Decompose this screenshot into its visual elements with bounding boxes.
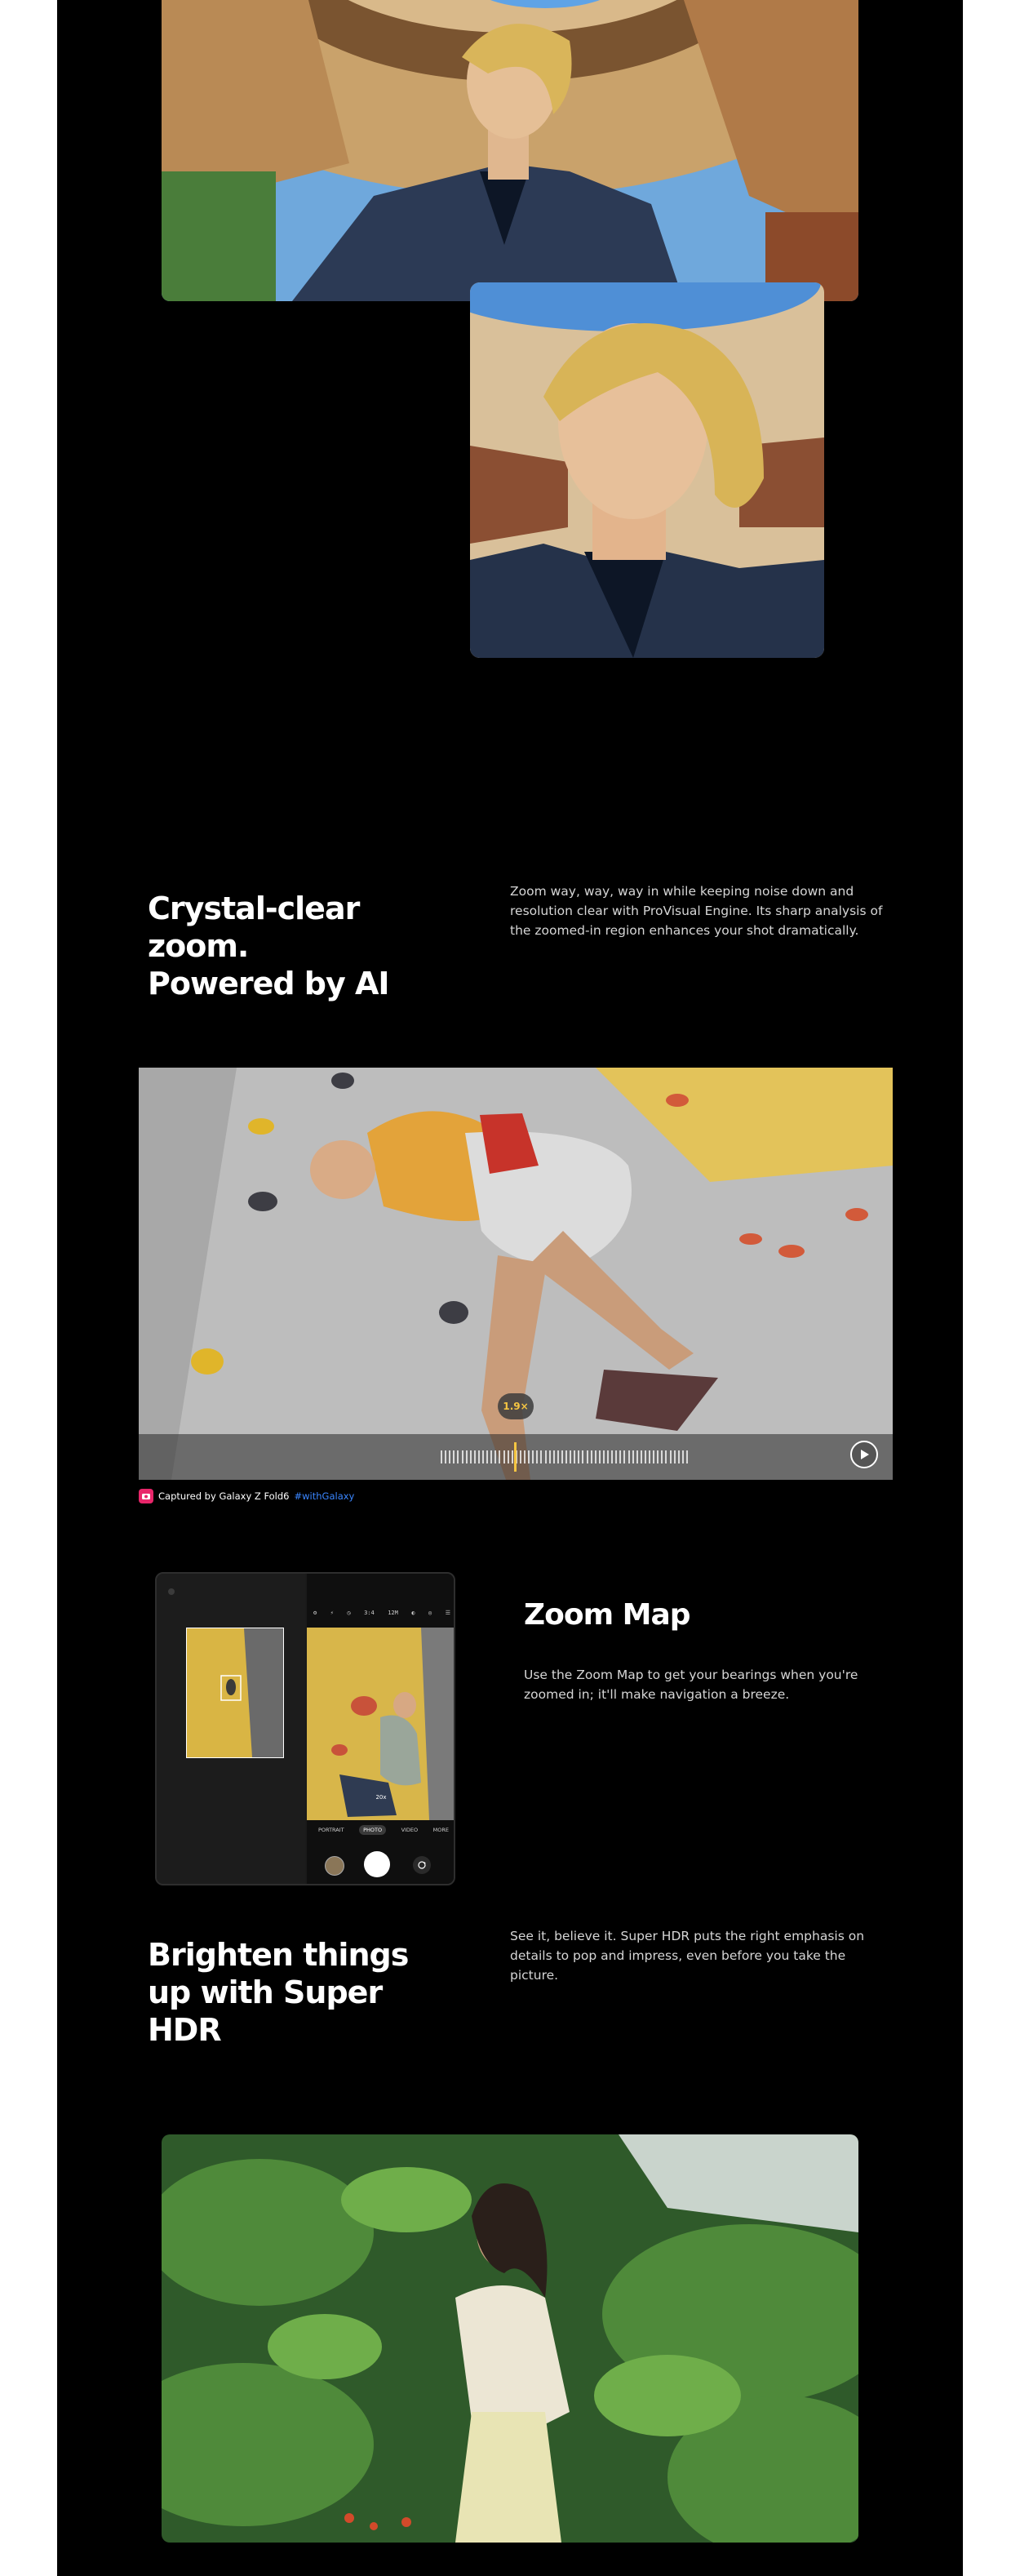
zoom-inset-photo: [470, 282, 824, 658]
zoom-tick: [545, 1450, 547, 1463]
flash-icon[interactable]: ⚡: [330, 1610, 334, 1616]
zoom-tick: [661, 1450, 663, 1463]
filter-icon[interactable]: ◎: [428, 1610, 432, 1616]
menu-icon[interactable]: ☰: [445, 1610, 450, 1616]
zoom-tick: [636, 1450, 638, 1463]
switch-camera-icon: [417, 1860, 427, 1870]
zoom-tick: [512, 1450, 513, 1463]
aspect-ratio-toggle[interactable]: 3:4: [364, 1610, 375, 1616]
zoom-tick: [570, 1450, 571, 1463]
super-hdr-photo: [162, 2134, 858, 2543]
resolution-toggle[interactable]: 12M: [388, 1610, 398, 1616]
zoom-tick: [457, 1450, 459, 1463]
zoom-tick: [462, 1450, 463, 1463]
zoom-tick: [603, 1450, 605, 1463]
zoom-tick: [536, 1450, 538, 1463]
zoom-tick: [632, 1450, 634, 1463]
zoom-tick: [578, 1450, 579, 1463]
caption-text: Captured by Galaxy Z Fold6: [158, 1490, 290, 1502]
super-hdr-heading: Brighten things up with Super HDR: [148, 1937, 409, 2048]
zoom-tick: [565, 1450, 567, 1463]
gallery-thumbnail[interactable]: [325, 1856, 344, 1876]
zoom-tick: [686, 1450, 688, 1463]
zoom-tick: [499, 1450, 500, 1463]
zoom-level-chip: 1.9×: [498, 1393, 534, 1419]
zoom-tick: [641, 1450, 642, 1463]
zoom-tick: [611, 1450, 613, 1463]
zoom-tick: [670, 1450, 672, 1463]
zoom-slider-marker[interactable]: [514, 1442, 517, 1472]
zoom-tick: [470, 1450, 472, 1463]
zoom-tick: [445, 1450, 446, 1463]
switch-camera-button[interactable]: [413, 1856, 431, 1874]
zoom-tick: [574, 1450, 575, 1463]
crystal-zoom-description: Zoom way, way, way in while keeping noise down and resolution clear with ProVisual Engine. Its sharp analysis of the zoomed-in region enhances your shot dramatically.: [510, 884, 883, 938]
zoom-tick: [561, 1450, 563, 1463]
play-icon: [858, 1449, 870, 1460]
super-hdr-description: See it, believe it. Super HDR puts the right emphasis on details to pop and impress, even before you take the picture.: [510, 1929, 865, 1983]
zoom-tick: [591, 1450, 592, 1463]
camera-viewfinder[interactable]: [307, 1628, 455, 1820]
zoom-tick: [540, 1450, 542, 1463]
mode-photo[interactable]: PHOTO: [359, 1825, 386, 1835]
zoom-slider[interactable]: [139, 1434, 893, 1480]
zoom-slider-ticks: [441, 1450, 690, 1465]
camera-top-icons: [313, 1610, 450, 1616]
zoom-tick: [582, 1450, 583, 1463]
zoom-tick: [682, 1450, 684, 1463]
hero-photo: [162, 0, 858, 301]
zoom-tick: [466, 1450, 468, 1463]
zoom-tick: [623, 1450, 625, 1463]
zoom-tick: [441, 1450, 442, 1463]
camera-screen: [307, 1574, 455, 1884]
phone-mockup: [155, 1572, 455, 1885]
hashtag-link[interactable]: #withGalaxy: [294, 1490, 355, 1502]
crystal-zoom-heading: Crystal-clear zoom. Powered by AI: [148, 890, 389, 1002]
zoom-tick: [678, 1450, 680, 1463]
camera-mode-selector[interactable]: [318, 1825, 449, 1835]
settings-icon: [168, 1588, 175, 1595]
zoom-map-preview[interactable]: [186, 1628, 284, 1758]
zoom-tick: [520, 1450, 521, 1463]
zoom-tick: [494, 1450, 496, 1463]
zoom-tick: [553, 1450, 555, 1463]
zoom-tick: [628, 1450, 630, 1463]
zoom-tick: [528, 1450, 530, 1463]
zoom-tick: [486, 1450, 488, 1463]
viewfinder-zoom-label: 20x: [375, 1794, 387, 1801]
motion-photo-icon[interactable]: ◐: [411, 1610, 415, 1616]
video-caption: [139, 1489, 354, 1503]
zoom-tick: [532, 1450, 534, 1463]
zoom-tick: [474, 1450, 476, 1463]
zoom-tick: [549, 1450, 551, 1463]
zoom-tick: [674, 1450, 676, 1463]
zoom-tick: [478, 1450, 480, 1463]
shutter-button[interactable]: [364, 1851, 390, 1877]
zoom-tick: [524, 1450, 526, 1463]
timer-icon[interactable]: ◷: [347, 1610, 351, 1616]
zoom-tick: [665, 1450, 667, 1463]
zoom-tick: [482, 1450, 484, 1463]
page-content: [57, 0, 963, 2576]
zoom-tick: [587, 1450, 588, 1463]
play-button[interactable]: [850, 1441, 878, 1468]
zoom-tick: [645, 1450, 646, 1463]
phone-left-screen: [157, 1574, 305, 1884]
mode-portrait[interactable]: PORTRAIT: [318, 1827, 344, 1833]
zoom-tick: [607, 1450, 609, 1463]
mode-more[interactable]: MORE: [432, 1827, 449, 1833]
zoom-tick: [619, 1450, 621, 1463]
zoom-map-description: Use the Zoom Map to get your bearings when you're zoomed in; it'll make navigation a breeze.: [524, 1668, 858, 1702]
settings-icon[interactable]: ⚙: [313, 1610, 317, 1616]
climbing-video[interactable]: [139, 1068, 893, 1480]
zoom-tick: [649, 1450, 650, 1463]
zoom-tick: [503, 1450, 505, 1463]
zoom-map-heading: Zoom Map: [524, 1598, 690, 1632]
zoom-tick: [615, 1450, 617, 1463]
mode-video[interactable]: VIDEO: [401, 1827, 419, 1833]
zoom-tick: [449, 1450, 450, 1463]
zoom-tick: [453, 1450, 455, 1463]
zoom-tick: [595, 1450, 596, 1463]
zoom-tick: [490, 1450, 492, 1463]
zoom-tick: [557, 1450, 559, 1463]
zoom-tick: [599, 1450, 601, 1463]
zoom-tick: [657, 1450, 659, 1463]
zoom-tick: [508, 1450, 509, 1463]
zoom-tick: [653, 1450, 654, 1463]
camera-icon: [139, 1489, 153, 1503]
